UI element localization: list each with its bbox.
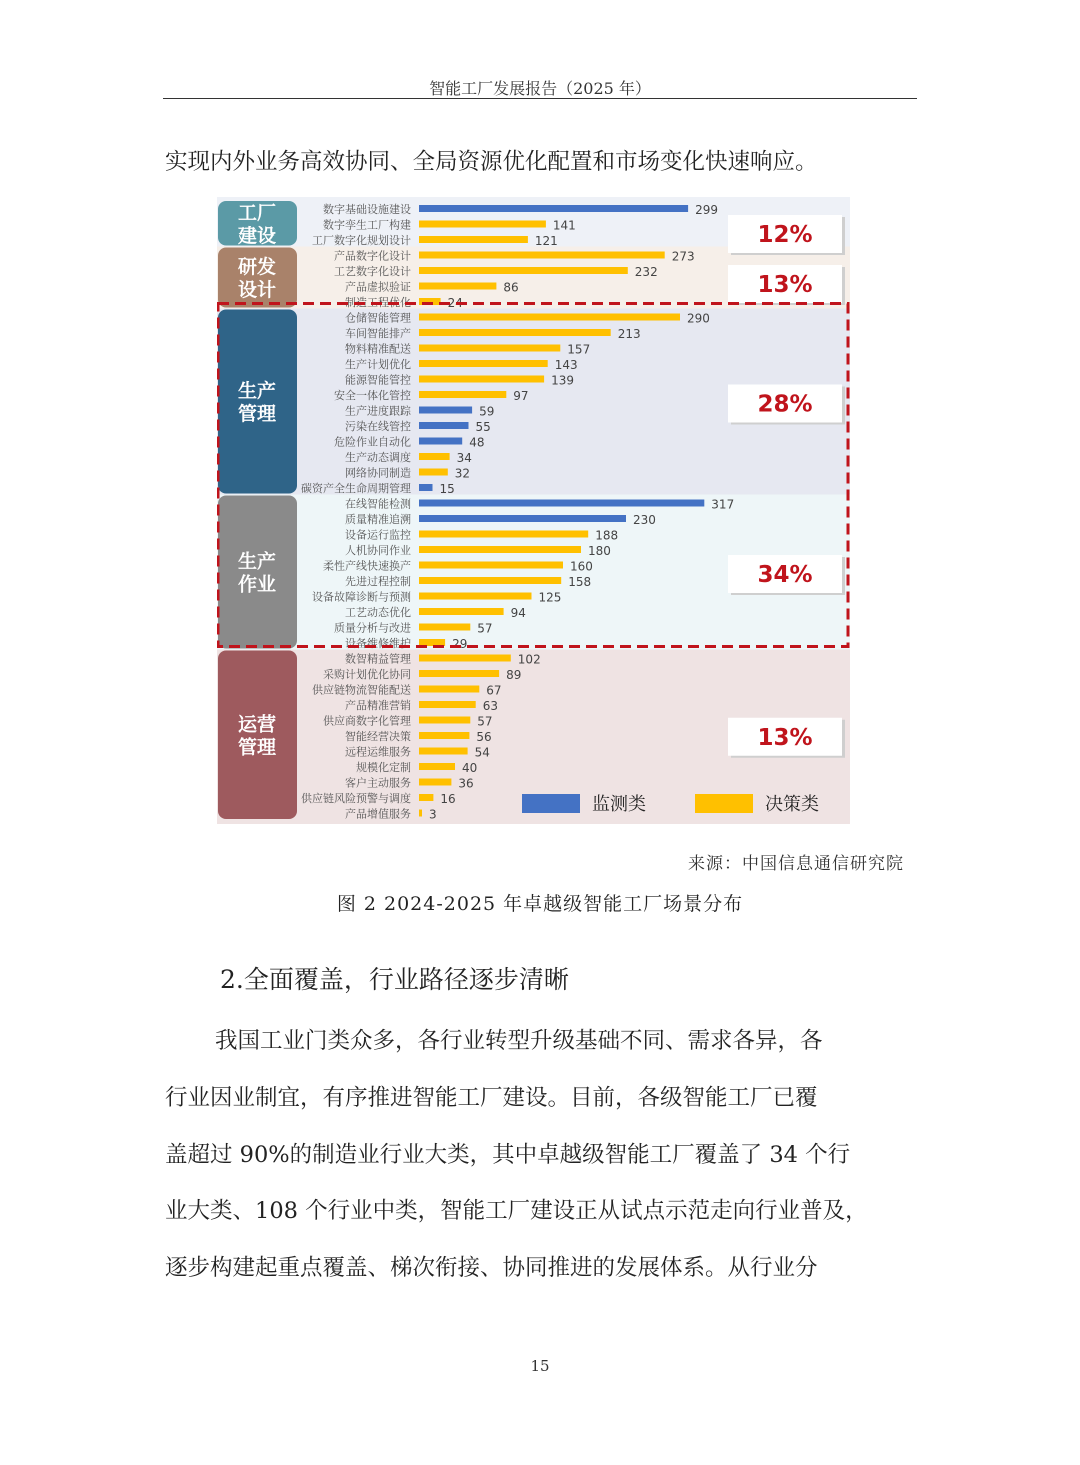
bar (419, 360, 548, 367)
bar (419, 453, 450, 460)
intro-paragraph-line: 实现内外业务高效协同、全局资源优化配置和市场变化快速响应。 (165, 149, 818, 175)
value-label: 213 (617, 327, 641, 341)
bar (419, 515, 626, 522)
bar (419, 717, 470, 724)
value-label: 157 (567, 342, 591, 357)
percent-value: 34% (757, 562, 813, 588)
category-label: 物料精准配送 (345, 342, 411, 356)
category-label: 制造工程优化 (345, 296, 411, 309)
bar (419, 205, 688, 212)
group-label-text: 设计 (237, 279, 277, 301)
value-label: 299 (695, 203, 719, 217)
value-label: 54 (474, 745, 490, 760)
legend-swatch (695, 794, 753, 813)
percent-value: 12% (757, 222, 813, 248)
bar (419, 779, 451, 786)
legend-label: 决策类 (765, 794, 819, 815)
value-label: 57 (477, 714, 493, 729)
value-label: 273 (671, 249, 695, 264)
category-label: 产品虚拟验证 (345, 280, 411, 294)
bar (419, 438, 462, 445)
category-label: 工厂数字化规划设计 (312, 234, 411, 247)
percent-value: 13% (757, 724, 813, 751)
category-label: 供应商数字化管理 (323, 714, 411, 728)
value-label: 59 (479, 404, 495, 419)
category-label: 规模化定制 (356, 761, 411, 774)
value-label: 97 (513, 389, 529, 403)
category-label: 生产进度跟踪 (345, 404, 411, 418)
category-label: 设备维修维护 (345, 637, 411, 650)
value-label: 121 (534, 234, 558, 248)
body-line: 逐步构建起重点覆盖、梯次衔接、协同推进的发展体系。从行业分 (165, 1255, 818, 1281)
value-label: 143 (554, 358, 578, 372)
value-label: 57 (477, 621, 493, 636)
category-label: 产品增值服务 (345, 807, 411, 821)
legend-label: 监测类 (592, 794, 646, 815)
value-label: 230 (633, 513, 656, 527)
value-label: 15 (439, 482, 455, 496)
bar (419, 329, 611, 336)
bar (419, 546, 581, 553)
body-line: 行业因业制宜，有序推进智能工厂建设。目前，各级智能工厂已覆 (165, 1085, 818, 1111)
body-line: 我国工业门类众多，各行业转型升级基础不同、需求各异，各 (215, 1028, 823, 1054)
category-label: 产品精准营销 (345, 699, 411, 712)
value-label: 102 (517, 652, 541, 667)
value-label: 67 (486, 683, 502, 698)
category-label: 远程运维服务 (345, 745, 411, 759)
percent-value: 13% (757, 272, 813, 298)
bar (419, 639, 445, 646)
category-label: 采购计划优化协同 (323, 668, 411, 681)
bar (419, 314, 680, 321)
category-label: 设备运行监控 (345, 528, 411, 542)
category-label: 数字孪生工厂构建 (323, 218, 411, 232)
bar (419, 469, 448, 476)
value-label: 86 (503, 280, 519, 295)
value-label: 141 (552, 218, 576, 233)
value-label: 34 (456, 451, 472, 465)
group-label-text: 建设 (237, 224, 277, 247)
bar (419, 748, 468, 755)
bar (419, 810, 422, 817)
bar (419, 391, 506, 398)
category-label: 仓储智能管理 (345, 311, 411, 325)
header-rule (163, 98, 917, 99)
group-label-text: 作业 (237, 573, 277, 596)
bar (419, 376, 544, 383)
value-label: 158 (568, 575, 592, 589)
value-label: 139 (551, 373, 575, 388)
category-label: 设备故障诊断与预测 (312, 590, 411, 604)
body-line: 盖超过 90%的制造业行业大类，其中卓越级智能工厂覆盖了 34 个行 (165, 1142, 851, 1168)
chart-svg (217, 197, 850, 824)
bar (419, 267, 628, 274)
category-label: 在线智能检测 (345, 497, 411, 511)
bar (419, 345, 560, 352)
category-label: 质量精准追溯 (345, 513, 411, 526)
category-label: 客户主动服务 (345, 776, 411, 790)
category-label: 污染在线管控 (345, 420, 411, 433)
value-label: 180 (588, 544, 611, 558)
value-label: 56 (476, 730, 492, 744)
bar (419, 655, 511, 662)
category-label: 危险作业自动化 (334, 435, 411, 449)
bar (419, 577, 561, 584)
value-label: 55 (475, 420, 491, 434)
figure-source: 来源：中国信息通信研究院 (688, 854, 904, 874)
bar (419, 686, 479, 693)
scenario-distribution-chart (217, 197, 850, 824)
bar (419, 484, 433, 491)
value-label: 94 (510, 606, 526, 620)
value-label: 40 (462, 761, 478, 775)
category-label: 柔性产线快速换产 (323, 559, 411, 573)
category-label: 碳资产全生命周期管理 (301, 482, 411, 495)
category-label: 数智精益管理 (345, 652, 411, 666)
body-line: 业大类、108 个行业中类，智能工厂建设正从试点示范走向行业普及， (165, 1198, 868, 1224)
category-label: 数字基础设施建设 (323, 203, 411, 216)
value-label: 24 (447, 296, 463, 310)
category-label: 生产计划优化 (345, 358, 411, 371)
value-label: 188 (595, 528, 619, 543)
category-label: 网络协同制造 (345, 466, 411, 480)
bar (419, 670, 499, 677)
category-label: 生产动态调度 (345, 451, 411, 464)
bar (419, 531, 588, 538)
group-label-text: 生产 (237, 380, 277, 402)
bar (419, 763, 455, 770)
value-label: 232 (634, 265, 658, 279)
section-title: 2.全面覆盖，行业路径逐步清晰 (220, 965, 569, 994)
bar (419, 562, 563, 569)
category-label: 工艺动态优化 (345, 606, 411, 619)
category-label: 工艺数字化设计 (334, 265, 411, 278)
bar (419, 624, 470, 631)
figure-caption: 图 2 2024-2025 年卓越级智能工厂场景分布 (336, 893, 744, 915)
category-label: 先进过程控制 (345, 575, 411, 588)
page-number: 15 (530, 1357, 550, 1375)
legend-swatch (522, 794, 580, 813)
category-label: 供应链风险预警与调度 (301, 792, 411, 805)
value-label: 290 (687, 311, 710, 326)
value-label: 48 (469, 435, 485, 450)
bar (419, 701, 476, 708)
value-label: 16 (440, 792, 456, 806)
value-label: 89 (506, 668, 522, 682)
group-label-text: 研发 (237, 256, 277, 278)
bar (419, 794, 433, 801)
value-label: 29 (452, 637, 468, 651)
bar (419, 236, 528, 243)
value-label: 32 (454, 466, 471, 481)
value-label: 160 (570, 559, 593, 574)
bar (419, 500, 704, 507)
group-label-text: 管理 (237, 736, 277, 759)
value-label: 317 (711, 497, 735, 512)
running-header: 智能工厂发展报告（2025 年） (429, 79, 651, 98)
percent-value: 28% (757, 391, 813, 418)
category-label: 供应链物流智能配送 (312, 683, 411, 697)
value-label: 3 (429, 807, 437, 822)
bar (419, 407, 472, 414)
bar (419, 221, 546, 228)
group-label-text: 管理 (237, 403, 277, 425)
value-label: 125 (538, 590, 562, 605)
category-label: 智能经营决策 (345, 730, 411, 743)
bar (419, 608, 504, 615)
category-label: 人机协同作业 (345, 544, 411, 557)
category-label: 车间智能排产 (345, 327, 411, 340)
bar (419, 252, 665, 259)
group-label-text: 生产 (237, 550, 277, 573)
category-label: 安全一体化管控 (334, 389, 411, 402)
category-label: 质量分析与改进 (334, 621, 411, 635)
category-label: 产品数字化设计 (334, 249, 411, 263)
bar (419, 283, 496, 290)
bar (419, 593, 532, 600)
value-label: 36 (458, 776, 474, 791)
group-label-text: 运营 (237, 713, 277, 736)
value-label: 63 (482, 699, 498, 713)
group-label-text: 工厂 (237, 201, 277, 224)
bar (419, 732, 469, 739)
bar (419, 422, 469, 429)
category-label: 能源智能管控 (345, 373, 411, 387)
